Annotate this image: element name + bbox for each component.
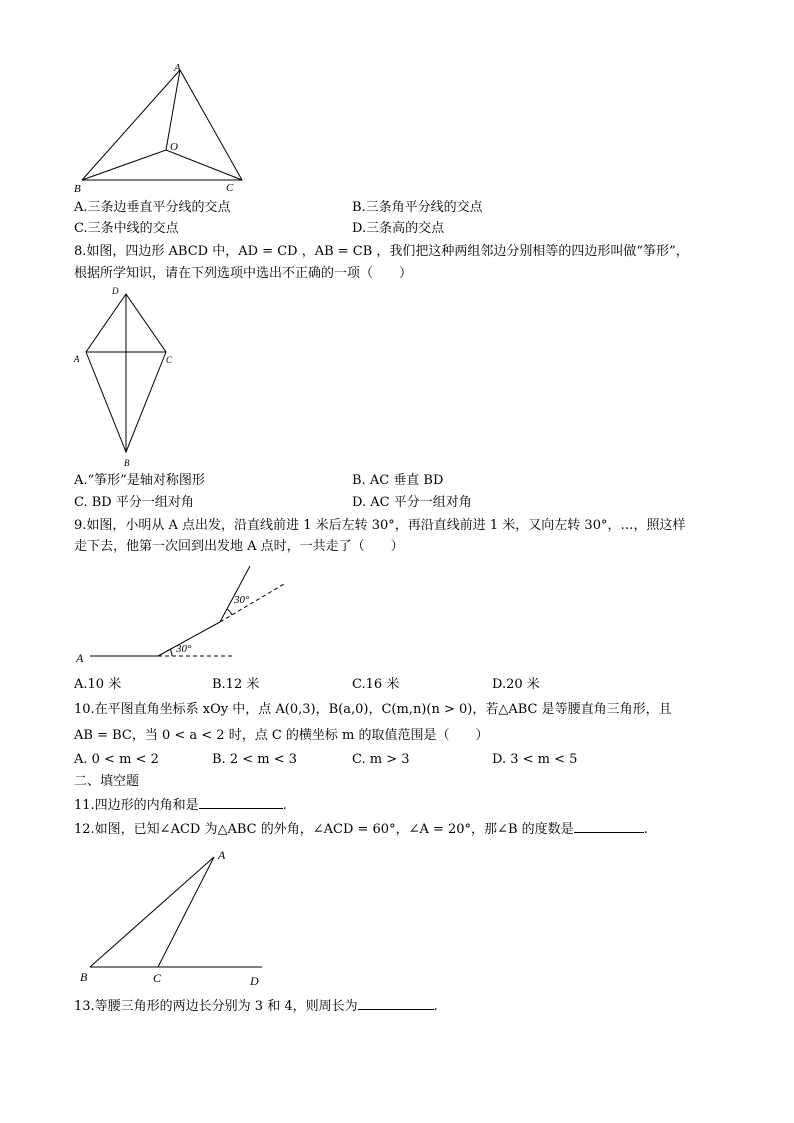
q7-option-a: A.三条边垂直平分线的交点 xyxy=(74,200,231,215)
q7-triangle-figure xyxy=(70,58,260,198)
q13-question: 13.等腰三角形的两边长分别为 3 和 4，则周长为 . xyxy=(74,996,438,1016)
q8-option-c: C. BD 平分一组对角 xyxy=(74,495,194,510)
q11-question-text: 11.四边形的内角和是 xyxy=(74,798,199,813)
q9-angle-label-1: 30° xyxy=(176,643,192,655)
q13-answer-blank xyxy=(358,996,434,1010)
q10-option-a: A. 0 < m < 2 xyxy=(74,752,159,767)
q9-question-line2: 走下去，他第一次回到出发地 A 点时，一共走了（ ） xyxy=(74,539,404,554)
q12-triangle-figure xyxy=(70,843,270,993)
q8-question-line1: 8.如图，四边形 ABCD 中，AD = CD ，AB = CB ，我们把这种两组邻边分别相等的四边形叫做“筝形”， xyxy=(74,244,689,259)
q7-label-a: A xyxy=(174,62,181,74)
q10-question-line2: AB = BC，当 0 < a < 2 时，点 C 的横坐标 m 的取值范围是（ ） xyxy=(74,728,489,743)
q7-option-d: D.三条高的交点 xyxy=(352,221,445,236)
q8-kite-figure xyxy=(70,282,190,472)
q9-option-d: D.20 米 xyxy=(492,677,540,692)
q9-angle-label-2: 30° xyxy=(234,594,250,606)
q8-option-d: D. AC 平分一组对角 xyxy=(352,495,472,510)
q9-option-c: C.16 米 xyxy=(352,677,400,692)
q13-question-text: 13.等腰三角形的两边长分别为 3 和 4，则周长为 xyxy=(74,999,358,1014)
q12-question: 12.如图，已知∠ACD 为△ABC 的外角，∠ACD = 60°，∠A = 20°，那∠B 的度数是 . xyxy=(74,819,648,839)
q7-label-b: B xyxy=(74,183,81,195)
q8-option-b: B. AC 垂直 BD xyxy=(352,473,444,488)
q9-path-figure xyxy=(70,560,300,670)
q8-label-c: C xyxy=(166,355,173,365)
q12-answer-blank xyxy=(574,819,644,833)
q12-label-d: D xyxy=(250,974,259,988)
q11-question: 11.四边形的内角和是 . xyxy=(74,795,287,815)
q9-option-b: B.12 米 xyxy=(212,677,260,692)
q8-label-d: D xyxy=(112,286,119,296)
q7-label-o: O xyxy=(170,141,178,153)
q10-question-line1: 10.在平图直角坐标系 xOy 中，点 A(0,3)，B(a,0)，C(m,n)(n > 0)，若△ABC 是等腰直角三角形，且 xyxy=(74,702,672,717)
q7-option-b: B.三条角平分线的交点 xyxy=(352,200,483,215)
q10-option-c: C. m > 3 xyxy=(352,752,410,767)
q8-option-a: A.“筝形”是轴对称图形 xyxy=(74,473,205,488)
section-heading-fill-in: 二、填空题 xyxy=(74,774,140,789)
q9-option-a: A.10 米 xyxy=(74,677,122,692)
q11-answer-blank xyxy=(199,795,283,809)
q10-option-d: D. 3 < m < 5 xyxy=(492,752,578,767)
q7-label-c: C xyxy=(226,182,234,194)
q10-option-b: B. 2 < m < 3 xyxy=(212,752,298,767)
q8-label-b: B xyxy=(124,458,130,468)
q12-label-a: A xyxy=(218,848,226,862)
q12-question-text: 12.如图，已知∠ACD 为△ABC 的外角，∠ACD = 60°，∠A = 20°，那∠B 的度数是 xyxy=(74,822,574,837)
q12-label-c: C xyxy=(153,971,162,985)
q12-label-b: B xyxy=(80,970,88,984)
q8-question-line2: 根据所学知识，请在下列选项中选出不正确的一项（ ） xyxy=(74,266,413,281)
q7-option-c: C.三条中线的交点 xyxy=(74,221,179,236)
q9-question-line1: 9.如图，小明从 A 点出发，沿直线前进 1 米后左转 30°，再沿直线前进 1 米，又向左转 30°，…，照这样 xyxy=(74,518,686,533)
q9-label-a: A xyxy=(76,651,84,665)
q8-label-a: A xyxy=(74,354,80,364)
